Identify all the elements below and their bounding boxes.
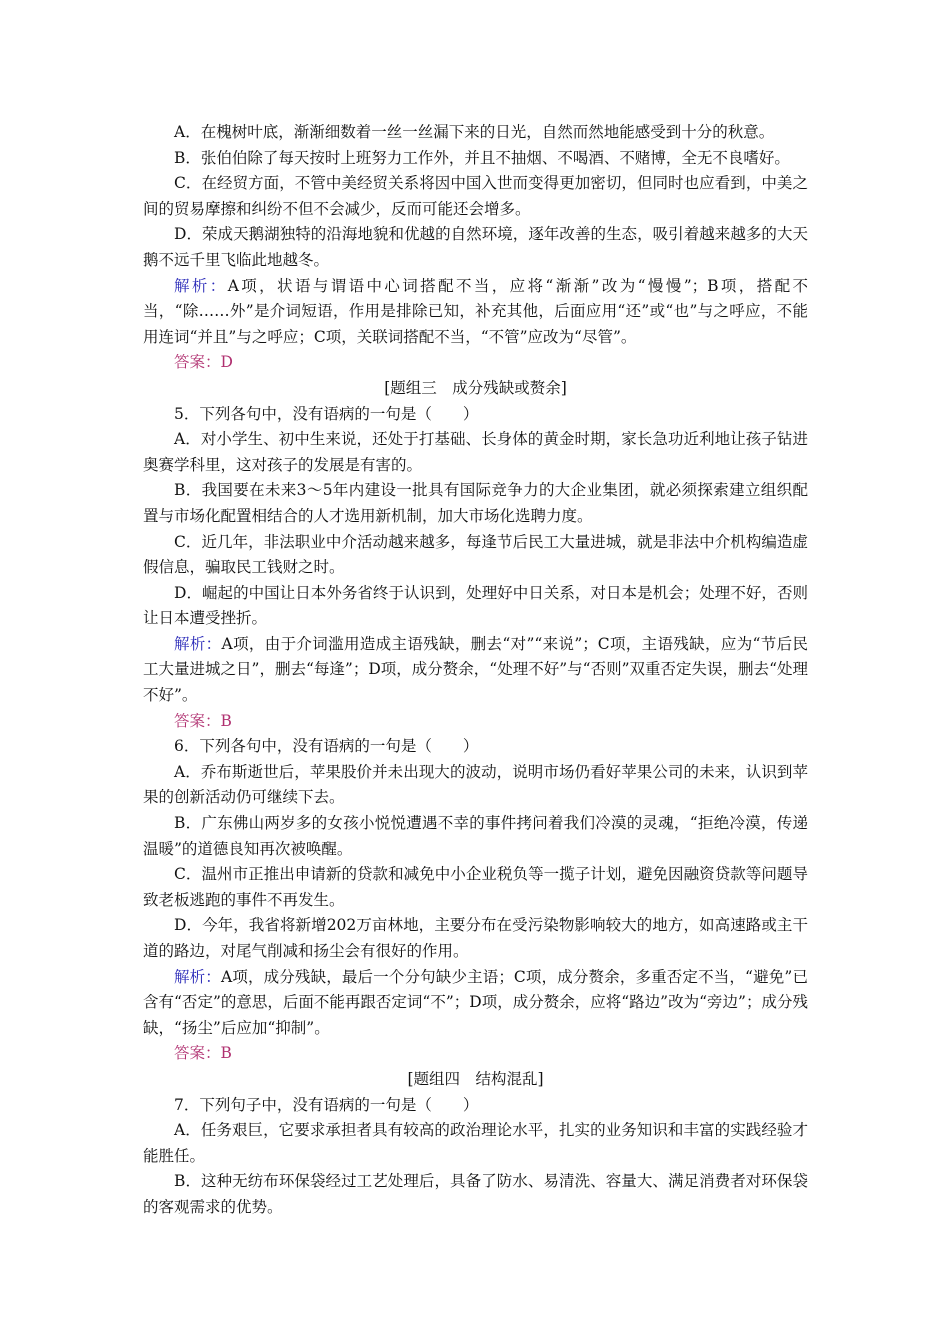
q6-analysis bbox=[143, 965, 808, 1042]
document-page bbox=[143, 120, 808, 1221]
q4-answer bbox=[143, 350, 808, 376]
q6-answer bbox=[143, 1041, 808, 1067]
analysis-text: A项，成分残缺，最后一个分句缺少主语；C项，成分赘余，多重否定不当，“避免”已含有“否定”的意思，后面不能再跟否定词“不”；D项，成分赘余，应将“路边”改为“旁边”；成分残缺，“扬尘”后应加“抑制”。 bbox=[143, 967, 808, 1037]
q5-option-b: B．我国要在未来3～5年内建设一批具有国际竞争力的大企业集团，就必须探索建立组织配置与市场化配置相结合的人才选用新机制，加大市场化选聘力度。 bbox=[143, 481, 808, 525]
q5-option-c: C．近几年，非法职业中介活动越来越多，每逢节后民工大量进城，就是非法中介机构编造虚假信息，骗取民工钱财之时。 bbox=[143, 532, 808, 577]
analysis-text: A项，由于介词滥用造成主语残缺，删去“对”“来说”；C项，主语残缺，应为“节后民工大量进城之日”，删去“每逢”；D项，成分赘余，“处理不好”与“否则”双重否定失误，删去“处理不好”。 bbox=[143, 634, 808, 705]
q6-option-a: A．乔布斯逝世后，苹果股价并未出现大的波动，说明市场仍看好苹果公司的未来，认识到苹果的创新活动仍可继续下去。 bbox=[143, 762, 808, 807]
q6-option-c: C．温州市正推出申请新的贷款和减免中小企业税负等一揽子计划，避免因融资贷款等问题导致老板逃跑的事件不再发生。 bbox=[143, 865, 808, 909]
group4-heading: [题组四 结构混乱] bbox=[407, 1069, 544, 1088]
analysis-text: A项，状语与谓语中心词搭配不当，应将“渐渐”改为“慢慢”；B项，搭配不当，“除……外”是介词短语，作用是排除已知，补充其他，后面应用“还”或“也”与之呼应，不能用连词“并且”与之呼应；C项，关联词搭配不当，“不管”应改为“尽管”。 bbox=[143, 276, 808, 346]
answer-value: B bbox=[220, 1044, 232, 1063]
answer-value: B bbox=[220, 711, 232, 730]
q5-option-d: D．崛起的中国让日本外务省终于认识到，处理好中日关系，对日本是机会；处理不好，否则让日本遭受挫折。 bbox=[143, 583, 808, 628]
q4-option-a: A．在槐树叶底，渐渐细数着一丝一丝漏下来的日光，自然而然地能感受到十分的秋意。 bbox=[174, 123, 775, 141]
q6-stem: 6．下列各句中，没有语病的一句是（ ） bbox=[174, 737, 479, 756]
q6-option-b: B．广东佛山两岁多的女孩小悦悦遭遇不幸的事件拷问着我们冷漠的灵魂，“拒绝冷漠，传递温暖”的道德良知再次被唤醒。 bbox=[143, 814, 808, 858]
analysis-label: 解析： bbox=[174, 634, 222, 653]
answer-label: 答案： bbox=[174, 353, 221, 372]
q7-option-a: A．任务艰巨，它要求承担者具有较高的政治理论水平，扎实的业务知识和丰富的实践经验才能胜任。 bbox=[143, 1121, 808, 1165]
q5-stem: 5．下列各句中，没有语病的一句是（ ） bbox=[174, 404, 479, 423]
q4-option-d: D．荣成天鹅湖独特的沿海地貌和优越的自然环境，逐年改善的生态，吸引着越来越多的大天鹅不远千里飞临此地越冬。 bbox=[143, 225, 808, 269]
q6-option-d: D．今年，我省将新增202万亩林地，主要分布在受污染物影响较大的地方，如高速路或主干道的路边，对尾气削减和扬尘会有很好的作用。 bbox=[143, 916, 808, 960]
q4-option-c: C．在经贸方面，不管中美经贸关系将因中国入世而变得更加密切，但同时也应看到，中美之间的贸易摩擦和纠纷不但不会减少，反而可能还会增多。 bbox=[143, 174, 808, 218]
group3-heading: [题组三 成分残缺或赘余] bbox=[384, 378, 567, 397]
q5-answer bbox=[143, 709, 808, 735]
q7-stem: 7．下列句子中，没有语病的一句是（ ） bbox=[174, 1095, 479, 1114]
answer-label: 答案： bbox=[174, 711, 221, 730]
q5-analysis bbox=[143, 632, 808, 709]
analysis-label: 解析： bbox=[174, 276, 228, 295]
answer-value: D bbox=[220, 353, 233, 372]
q4-analysis bbox=[143, 274, 808, 351]
q4-option-b: B．张伯伯除了每天按时上班努力工作外，并且不抽烟、不喝酒、不赌博，全无不良嗜好。 bbox=[174, 148, 790, 167]
q7-option-b: B．这种无纺布环保袋经过工艺处理后，具备了防水、易清洗、容量大、满足消费者对环保袋的客观需求的优势。 bbox=[143, 1172, 808, 1216]
q5-option-a: A．对小学生、初中生来说，还处于打基础、长身体的黄金时期，家长急功近利地让孩子钻进奥赛学科里，这对孩子的发展是有害的。 bbox=[143, 430, 808, 474]
analysis-label: 解析： bbox=[174, 967, 221, 986]
answer-label: 答案： bbox=[174, 1044, 221, 1063]
